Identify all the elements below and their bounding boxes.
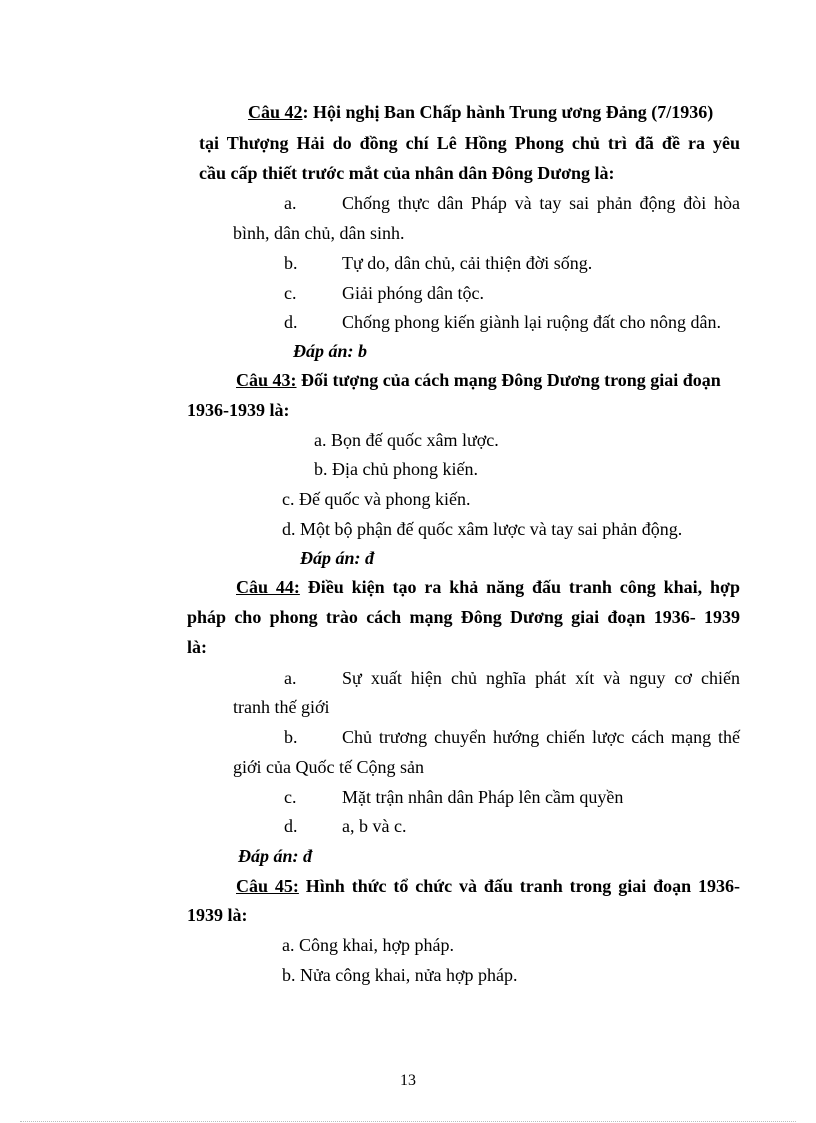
q45-label: Câu 45: [236, 876, 299, 896]
q44-text-line2: pháp cho phong trào cách mạng Đông Dương giai đoạn 1936- 1939 [187, 607, 740, 627]
q42-option-b-letter: b. [284, 253, 298, 273]
q43-label: Câu 43: [236, 370, 297, 390]
q42-option-a-letter: a. [284, 193, 297, 213]
q44-option-a-line2: tranh thế giới [233, 697, 330, 717]
q43-text-line2: 1936-1939 là: [187, 400, 290, 420]
q42-option-d: Chống phong kiến giành lại ruộng đất cho nông dân. [342, 312, 721, 332]
q44-option-b-line2: giới của Quốc tế Cộng sản [233, 757, 424, 777]
q44-option-c: Mặt trận nhân dân Pháp lên cầm quyền [342, 787, 624, 807]
footer-divider [20, 1121, 796, 1122]
q44-option-b-line1: Chủ trương chuyển hướng chiến lược cách mạng thế [342, 727, 740, 747]
q42-option-a-line2: bình, dân chủ, dân sinh. [233, 223, 405, 243]
q45-option-b: b. Nửa công khai, nửa hợp pháp. [282, 965, 518, 985]
q44-label: Câu 44: [236, 577, 300, 597]
q44-heading-line1 [236, 576, 740, 598]
q43-option-d: d. Một bộ phận đế quốc xâm lược và tay sai phản động. [282, 519, 683, 539]
q43-text-line1: Đối tượng của cách mạng Đông Dương trong giai đoạn [296, 370, 721, 390]
q43-option-b: b. Địa chủ phong kiến. [314, 459, 478, 479]
q42-answer: Đáp án: b [293, 341, 368, 361]
q42-option-d-letter: d. [284, 312, 298, 332]
q42-option-b: Tự do, dân chủ, cải thiện đời sống. [342, 253, 593, 273]
q44-answer: Đáp án: đ [238, 846, 313, 866]
q44-option-c-letter: c. [284, 787, 297, 807]
q42-option-c: Giải phóng dân tộc. [342, 283, 484, 303]
q45-option-a: a. Công khai, hợp pháp. [282, 935, 454, 955]
q44-option-d: a, b và c. [342, 816, 407, 836]
q45-text-line1: Hình thức tổ chức và đấu tranh trong giai đoạn 1936- [298, 876, 740, 896]
q45-text-line2: 1939 là: [187, 905, 248, 925]
q44-option-a-line1: Sự xuất hiện chủ nghĩa phát xít và nguy cơ chiến [342, 668, 740, 688]
q43-option-a: a. Bọn đế quốc xâm lược. [314, 430, 499, 450]
q44-option-d-letter: d. [284, 816, 298, 836]
q43-heading-line1 [236, 369, 721, 391]
q42-label: Câu 42 [248, 102, 303, 122]
q42-text-line2: tại Thượng Hải do đồng chí Lê Hồng Phong chủ trì đã đề ra yêu [199, 133, 740, 153]
page-number: 13 [400, 1072, 416, 1089]
q44-text-line3: là: [187, 637, 207, 657]
q45-heading-line1 [236, 875, 740, 897]
q42-text-line1: : Hội nghị Ban Chấp hành Trung ương Đảng (7/1936) [302, 102, 714, 122]
q44-option-a-letter: a. [284, 668, 297, 688]
q42-text-line3: cầu cấp thiết trước mắt của nhân dân Đông Dương là: [199, 163, 615, 183]
q44-text-line1: Điều kiện tạo ra khả năng đấu tranh công khai, hợp [299, 577, 740, 597]
q44-option-b-letter: b. [284, 727, 298, 747]
q43-option-c: c. Đế quốc và phong kiến. [282, 489, 471, 509]
q43-answer: Đáp án: đ [300, 548, 375, 568]
q42-option-a-line1: Chống thực dân Pháp và tay sai phản động đòi hòa [342, 193, 740, 213]
q42-heading-line1 [248, 101, 713, 123]
q42-option-c-letter: c. [284, 283, 297, 303]
